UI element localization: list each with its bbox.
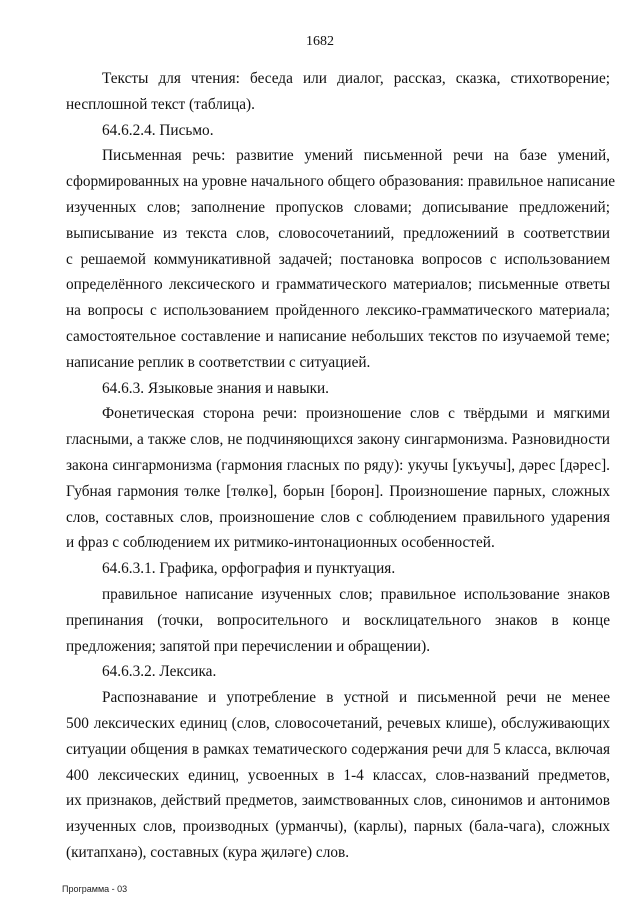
- text-line: закона сингармонизма (гармония гласных по ряду): укучы [укъучы], дәрес [дәрес].: [66, 456, 610, 474]
- page-footer: Программа - 03: [62, 884, 128, 894]
- text-line: 64.6.3. Языковые знания и навыки.: [102, 379, 330, 397]
- text-line: 64.6.2.4. Письмо.: [102, 121, 214, 139]
- text-line: (китапханә), составных (кура җиләге) слов.: [66, 843, 350, 861]
- text-line: их признаков, действий предметов, заимствованных слов, синонимов и антонимов: [66, 792, 610, 810]
- text-line: 64.6.3.1. Графика, орфография и пунктуация.: [102, 560, 396, 578]
- text-line: Губная гармония төлке [төлкө], борын [борон]. Произношение парных, сложных: [66, 482, 610, 500]
- text-line: 64.6.3.2. Лексика.: [102, 663, 217, 681]
- text-line: Письменная речь: развитие умений письменной речи на базе умений,: [102, 147, 610, 165]
- text-line: сформированных на уровне начального общего образования: правильное написание: [66, 173, 616, 191]
- text-line: Распознавание и употребление в устной и письменной речи не менее: [102, 689, 610, 707]
- text-line: самостоятельное составление и написание небольших текстов по изучаемой теме;: [66, 327, 610, 345]
- text-line: на вопросы с использованием пройденного лексико-грамматического материала;: [66, 302, 610, 320]
- text-line: изученных слов; заполнение пропусков словами; дописывание предложений;: [66, 198, 610, 216]
- text-line: слов, составных слов, произношение слов с соблюдением правильного ударения: [66, 508, 610, 526]
- text-line: Фонетическая сторона речи: произношение слов с твёрдыми и мягкими: [102, 405, 610, 423]
- text-line: гласными, а также слов, не подчиняющихся закону сингармонизма. Разновидности: [66, 431, 610, 449]
- text-line: ситуации общения в рамках тематического содержания речи для 5 класса, включая: [66, 740, 610, 758]
- document-body: [66, 66, 616, 866]
- text-line: несплошной текст (таблица).: [66, 95, 255, 113]
- text-line: выписывание из текста слов, словосочетаниий, предложениий в соответствии: [66, 224, 610, 242]
- text-line: препинания (точки, вопросительного и восклицательного знаков в конце: [66, 611, 610, 629]
- page-number: 1682: [306, 34, 334, 49]
- text-line: написание реплик в соответствии с ситуацией.: [66, 353, 371, 371]
- text-line: и фраз с соблюдением их ритмико-интонационных особенностей.: [66, 534, 495, 552]
- text-line: предложения; запятой при перечислении и обращении).: [66, 637, 431, 655]
- text-line: правильное написание изученных слов; правильное использование знаков: [102, 585, 610, 603]
- text-line: определённого лексического и грамматического материалов; письменные ответы: [66, 276, 610, 294]
- text-line: Тексты для чтения: беседа или диалог, рассказ, сказка, стихотворение;: [102, 70, 610, 87]
- text-line: изученных слов, производных (урманчы), (карлы), парных (бала-чага), сложных: [66, 818, 610, 836]
- text-line: 500 лексических единиц (слов, словосочетаний, речевых клише), обслуживающих: [66, 714, 610, 732]
- text-line: 400 лексических единиц, усвоенных в 1-4 классах, слов-названий предметов,: [66, 766, 610, 784]
- text-line: с решаемой коммуникативной задачей; постановка вопросов с использованием: [66, 250, 610, 268]
